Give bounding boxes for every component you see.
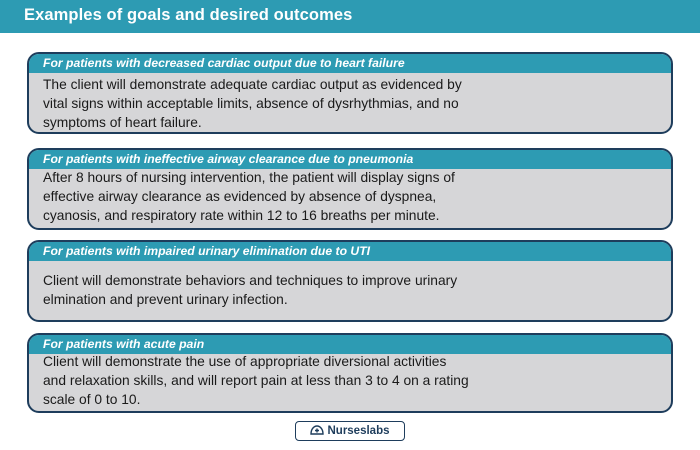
outcome-card-pain — [27, 333, 673, 413]
card-text-line: Client will demonstrate the use of appropriate diversional activities — [43, 354, 447, 369]
card-text-line: Client will demonstrate behaviors and techniques to improve urinary — [43, 273, 458, 288]
outcome-card-urinary — [27, 240, 673, 322]
card-body — [29, 352, 671, 409]
nurseslabs-logo — [295, 421, 405, 441]
card-heading: For patients with acute pain — [29, 335, 671, 354]
page-title: Examples of goals and desired outcomes — [24, 6, 353, 24]
card-heading: For patients with impaired urinary elimination due to UTI — [29, 242, 671, 261]
nurse-cap-icon — [310, 425, 324, 437]
card-text-line: elmination and prevent urinary infection. — [43, 292, 288, 307]
card-body — [29, 75, 671, 132]
logo-text: Nurseslabs — [327, 425, 390, 437]
card-text-line: The client will demonstrate adequate cardiac output as evidenced by — [43, 77, 462, 92]
card-text-line: vital signs within acceptable limits, absence of dysrhythmias, and no — [43, 96, 459, 111]
card-heading: For patients with ineffective airway clearance due to pneumonia — [29, 150, 671, 169]
card-heading: For patients with decreased cardiac output due to heart failure — [29, 54, 671, 73]
card-text-line: effective airway clearance as evidenced by absence of dyspnea, — [43, 189, 437, 204]
outcome-card-cardiac — [27, 52, 673, 134]
card-text-line: scale of 0 to 10. — [43, 392, 141, 407]
outcome-card-airway — [27, 148, 673, 230]
card-text-line: symptoms of heart failure. — [43, 115, 202, 130]
header-bar — [0, 0, 700, 33]
card-text-line: cyanosis, and respiratory rate within 12 to 16 breaths per minute. — [43, 208, 440, 223]
card-text-line: and relaxation skills, and will report pain at less than 3 to 4 on a rating — [43, 373, 469, 388]
card-body — [29, 168, 671, 225]
card-text-line: After 8 hours of nursing intervention, the patient will display signs of — [43, 170, 455, 185]
card-body — [29, 271, 671, 309]
